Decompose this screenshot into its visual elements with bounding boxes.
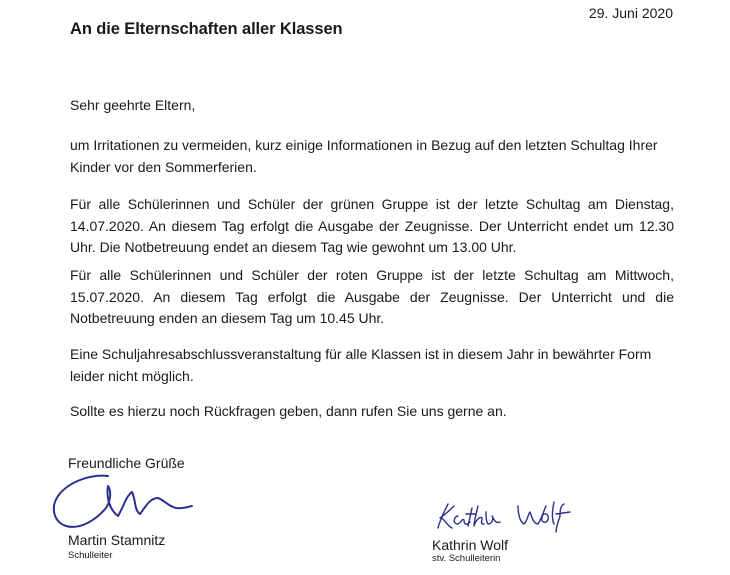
date: 29. Juni 2020 — [588, 5, 673, 21]
signatory-name-2: Kathrin Wolf — [432, 537, 508, 553]
signature-stamnitz — [50, 470, 200, 532]
paragraph-red-group: Für alle Schülerinnen und Schüler der roten Gruppe ist der letzte Schultag am Mittwoch, 15.07.2020. An diesem Tag erfolgt die Ausgabe der Zeugnisse. Der Unterricht und die Notbetreuung enden an diesem Tag um 10.45 Uhr. — [70, 267, 674, 326]
paragraph-intro: um Irritationen zu vermeiden, kurz einige Informationen in Bezug auf den letzten Schultag Ihrer Kinder vor den Sommerferien. — [70, 137, 658, 175]
signatory-role-2: stv. Schulleiterin — [432, 553, 501, 564]
signature-wolf — [430, 494, 580, 536]
closing: Freundliche Grüße — [68, 455, 185, 471]
signatory-name-1: Martin Stamnitz — [68, 532, 166, 548]
letter-title: An die Elternschaften aller Klassen — [70, 20, 343, 38]
paragraph-questions: Sollte es hierzu noch Rückfragen geben, dann rufen Sie uns gerne an. — [70, 403, 507, 419]
salutation: Sehr geehrte Eltern, — [70, 97, 196, 113]
signatory-role-1: Schulleiter — [68, 550, 113, 561]
paragraph-green-group: Für alle Schülerinnen und Schüler der grünen Gruppe ist der letzte Schultag am Dienstag, 14.07.2020. An diesem Tag erfolgt die Ausgabe der Zeugnisse. Der Unterricht endet um 12.30 Uhr. Die Notbetreuung endet an diesem Tag wie gewohnt um 13.00 Uhr. — [70, 196, 674, 255]
paragraph-event: Eine Schuljahresabschlussveranstaltung für alle Klassen ist in diesem Jahr in bewährter Form leider nicht möglich. — [70, 346, 652, 384]
